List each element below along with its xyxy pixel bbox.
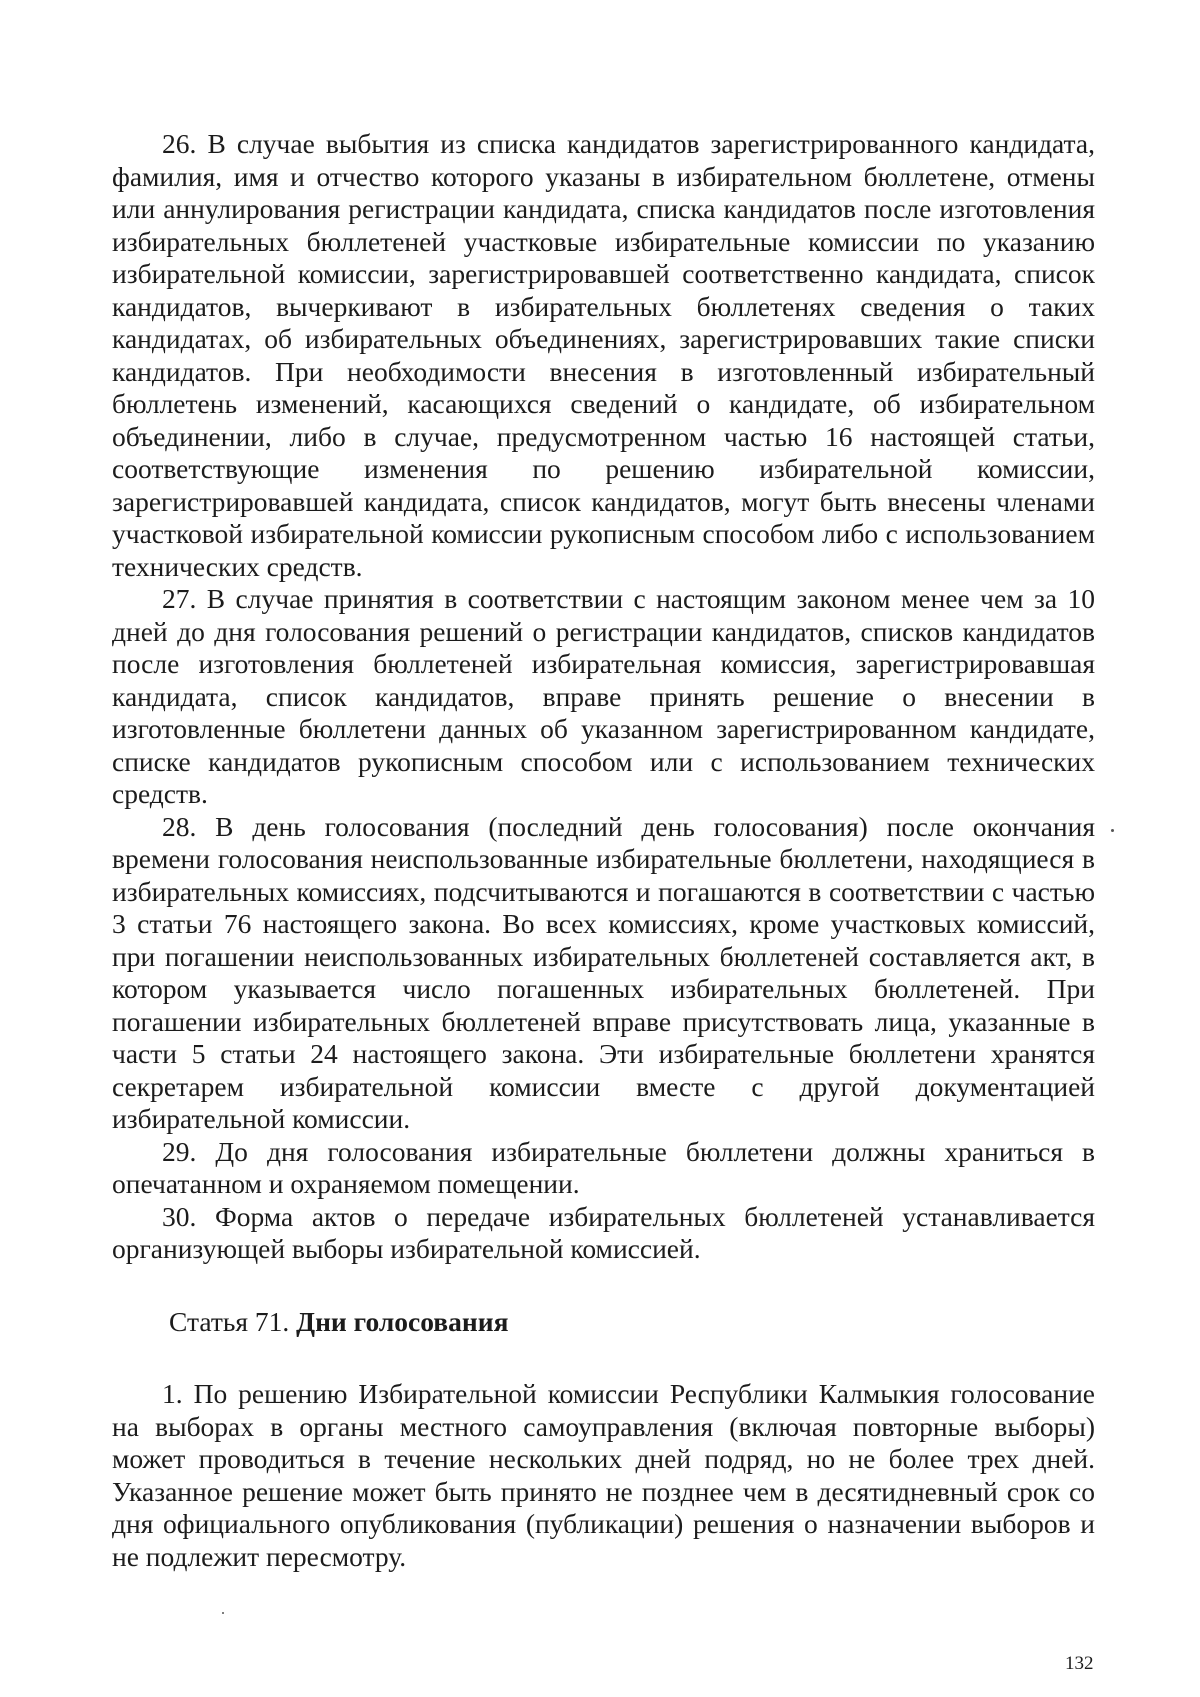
document-body: [112, 128, 1095, 1573]
paragraph-28: 28. В день голосования (последний день голосования) после окончания времени голосования неиспользованные избирательные бюллетени, находящиеся в избирательных комиссиях, подсчитываются и погашаются в соответствии с частью 3 статьи 76 настоящего закона. Во всех комиссиях, кроме участковых комиссий, при погашении неиспользованных избирательных бюллетеней составляется акт, в котором указывается число погашенных избирательных бюллетеней. При погашении избирательных бюллетеней вправе присутствовать лица, указанные в части 5 статьи 24 настоящего закона. Эти избирательные бюллетени хранятся секретарем избирательной комиссии вместе с другой документацией избирательной комиссии.: [112, 810, 1095, 1134]
page-number: 132: [1065, 1653, 1094, 1674]
scan-speck: [1111, 829, 1114, 832]
article-heading: [112, 1306, 1095, 1339]
article-title: Дни голосования: [296, 1305, 509, 1337]
paragraph-29: 29. До дня голосования избирательные бюллетени должны храниться в опечатанном и охраняемом помещении.: [112, 1135, 1095, 1199]
scan-speck: [222, 1612, 224, 1614]
article-71-paragraph-1: 1. По решению Избирательной комиссии Республики Калмыкия голосование на выборах в органы местного самоуправления (включая повторные выборы) может проводиться в течение нескольких дней подряд, но не более трех дней. Указанное решение может быть принято не позднее чем в десятидневный срок со дня официального опубликования (публикации) решения о назначении выборов и не подлежит пересмотру.: [112, 1378, 1095, 1572]
article-number: Статья 71.: [169, 1305, 290, 1337]
paragraph-26: 26. В случае выбытия из списка кандидатов зарегистрированного кандидата, фамилия, имя и отчество которого указаны в избирательном бюллетене, отмены или аннулирования регистрации кандидата, списка кандидатов после изготовления избирательных бюллетеней участковые избирательные комиссии по указанию избирательной комиссии, зарегистрировавшей соответственно кандидата, список кандидатов, вычеркивают в избирательных бюллетенях сведения о таких кандидатах, об избирательных объединениях, зарегистрировавших такие списки кандидатов. При необходимости внесения в изготовленный избирательный бюллетень изменений, касающихся сведений о кандидате, об избирательном объединении, либо в случае, предусмотренном частью 16 настоящей статьи, соответствующие изменения по решению избирательной комиссии, зарегистрировавшей кандидата, список кандидатов, могут быть внесены членами участковой избирательной комиссии рукописным способом либо с использованием технических средств.: [112, 128, 1095, 582]
paragraph-30: 30. Форма актов о передаче избирательных бюллетеней устанавливается организующей выборы избирательной комиссией.: [112, 1200, 1095, 1264]
paragraph-27: 27. В случае принятия в соответствии с настоящим законом менее чем за 10 дней до дня голосования решений о регистрации кандидатов, списков кандидатов после изготовления бюллетеней избирательная комиссия, зарегистрировавшая кандидата, список кандидатов, вправе принять решение о внесении в изготовленные бюллетени данных об указанном зарегистрированном кандидате, списке кандидатов рукописным способом или с использованием технических средств.: [112, 583, 1095, 809]
